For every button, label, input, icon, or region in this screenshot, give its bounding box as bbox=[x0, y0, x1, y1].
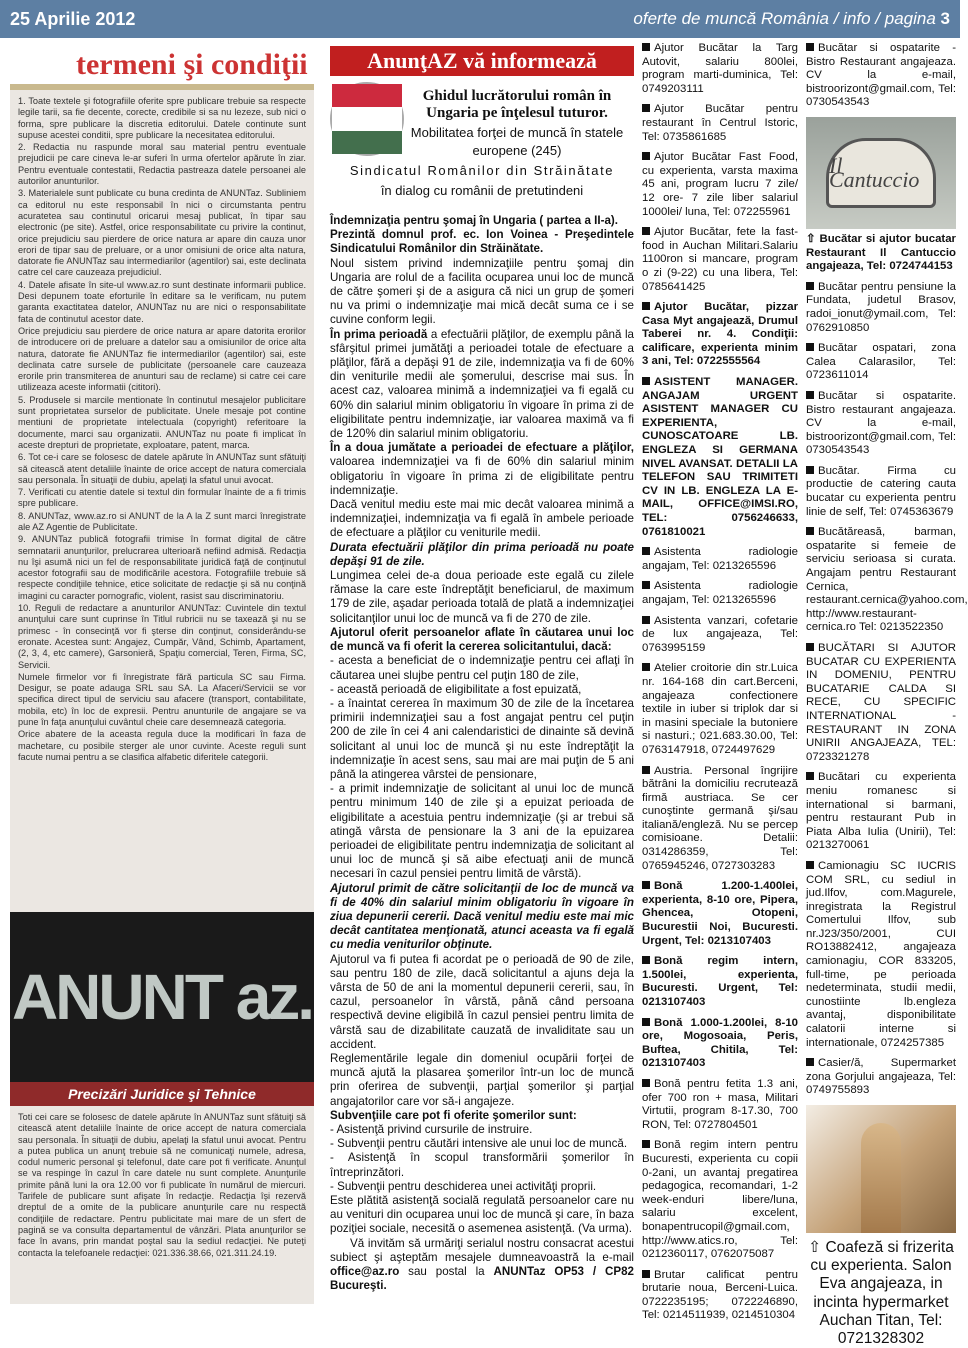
terms-paragraph: 3. Materialele sunt publicate cu buna credinta de ANUNTaz. Subliniem ca editorul nu este responsabil în nici o circumstanta pentru acuratetea sau continutul oricarui mesaj publicat, în tipar sau electronic (pe site). Astfel, orice responsabilitate cu privire la continut, orice prejudiciu sau pierdere de orice natura ar apare din cauza unor erori de tipar sau de preluare, or a unor omisiuni de orice alta natura, datorate fie ANUNTaz sau intermediarilor (agentilor) sai, este declinata catre cel care cauzeaza prejudiciul. bbox=[18, 188, 306, 278]
terms-paragraph: 8. ANUNTaz, www.az.ro si ANUNT de la A la Z sunt marci înregistrate ale AZ Agentie de Publicitate. bbox=[18, 510, 306, 532]
ad-text: Asistenta radiologie angajam, Tel: 0213265596 bbox=[642, 546, 798, 572]
classified-list bbox=[806, 280, 968, 1098]
bullet-square-icon bbox=[806, 1058, 814, 1066]
bullet-square-icon bbox=[806, 391, 814, 399]
paragraph bbox=[330, 328, 634, 442]
bullet-square-icon bbox=[806, 43, 814, 51]
classified-ad bbox=[806, 1057, 956, 1098]
bullet-square-icon bbox=[642, 1079, 650, 1087]
invite-text: Vă invităm să urmăriţi serialul nostru consacrat acestui subiect şi aşteptăm mesajele dumneavoastră la e-mail bbox=[330, 1236, 634, 1264]
bullet-square-icon bbox=[642, 616, 650, 624]
classified-ad bbox=[642, 546, 798, 573]
ad-text: Camionagiu SC IUCRIS COM SRL, cu sediul in jud.Ilfov, com.Magurele, inregistrata la Registrul Comertului Ilfov, sub nr.J23/350/2001, CUI RO13882412, angajeaza camionagiu, COR 833205, full-time, pe perioada nedeterminata, studii medii, cunostiinte lb.engleza avantaj, disponibilitate calatorii interne si internationale, 0724257385 bbox=[806, 859, 956, 1049]
classified-ad bbox=[642, 301, 798, 369]
conditions-list bbox=[330, 654, 634, 881]
arrow-up-icon: ⇧ bbox=[808, 1239, 826, 1256]
article-presenter bbox=[330, 228, 634, 256]
bullet-square-icon bbox=[806, 282, 814, 290]
ad-text: Asistenta radiologie angajam, Tel: 0213265596 bbox=[642, 580, 798, 606]
subsidies-list bbox=[330, 1123, 634, 1194]
classified-ad bbox=[642, 955, 798, 1009]
bullet-square-icon bbox=[642, 377, 650, 385]
ad-text: Bucătar si ospatarite. Bistro restaurant angajeaza. CV la e-mail, bistroorizont@gmail.com, Tel: 0730543543 bbox=[806, 389, 956, 457]
issue-date: 25 Aprilie 2012 bbox=[10, 8, 136, 29]
ad-text: Ajutor Bucătar pentru restaurant în Centrul Istoric, Tel: 0735861685 bbox=[642, 103, 798, 143]
section-title-text: oferte de muncă România / info / pagina bbox=[633, 9, 941, 28]
bullet-square-icon bbox=[642, 766, 650, 774]
article-intro: Îndemnizaţia pentru şomaj în Ungaria ( partea a II-a). bbox=[330, 214, 618, 227]
ad-text: Bucătari cu experienta meniu romanesc si international si barmani, pentru restaurant Pub in Piata Alba Iulia (Unirii), Tel: 0213270061 bbox=[806, 771, 956, 852]
ad-text: Bonă 1.200-1.400lei, experienta, 8-10 ore, Pipera, Ghencea, Otopeni, Bucurestii Noi, Bucuresti. Urgent, Tel: 0213107403 bbox=[642, 880, 798, 947]
paragraph: Durata efectuării plăţilor din prima perioadă nu poate depăşi 91 de zile. bbox=[330, 540, 634, 568]
ad-text: Bonă regim intern, 1.500lei, experienta, Bucuresti. Urgent, Tel: 0213107403 bbox=[642, 955, 798, 1008]
classified-ad-featured bbox=[806, 233, 956, 274]
paragraph: Noul sistem privind indemnizaţiile pentru şomaj din Ungaria are rolul de a facilita ocuparea unui loc de muncă de către şomeri şi de a asigura că nici un grup de şomeri nu va primi o indemnizaţie mai mică decât suma ce i se cuvine conform legii. bbox=[330, 256, 634, 327]
ad-text: Austria. Personal îngrijire bătrâni la domiciliu recrutează firmă austriaca. Se cer cunoştinte germană şi/sau italiană/engleză. Nu se percep comisioane. Detalii: 0314286359, Tel: 0765945246, 0727303283 bbox=[642, 764, 798, 872]
bullet-square-icon bbox=[642, 881, 650, 889]
terms-paragraph: 9. ANUNTaz publică fotografii trimise în format digital de către semnatarii anunţurilor, prelucrarea ulterioară nefiind admisă. Redacţia nu îşi asumă nici un fel de responsabilitate juridică faţă de conţinutul acestor fotografii sau de modificările acestora. Fotografiile trebuie să respecte condiţiile tehnice, etice solicitate de redacţie şi să nu conţină imagini cu caracter pornografic, violent, rasist sau discriminatoriu. bbox=[18, 534, 306, 601]
presenter-text: Prezintă domnul prof. ec. Ion Voinea - Preşedintele Sindicatului Românilor din Străinătate. bbox=[330, 228, 634, 256]
bullet-square-icon bbox=[642, 1018, 650, 1026]
bullet-square-icon bbox=[642, 227, 650, 235]
classified-ad bbox=[642, 615, 798, 656]
legal-text: Toti cei care se folosesc de datele apărute în ANUNTaz sunt sfătuiţi să citească atent detaliile înainte de orice accept de natura comerciala sau personala. În situaţii de dubiu, apelaţi la sfatul unui avocat. Pentru a putea publica un anunţ trebuie să ne comunicaţi numele, adresa, codul numeric personal şi telefonul, date care pot fi verificate. Anunţul se va respinge în cazul în care datele nu sunt complete. Anunţurile primite până luni la ora 12.00 vor fi publicate în numărul de miercuri. Tarifele de publicare sunt afişate în redacţie. Redacţia îşi rezervă dreptul de a omite de la publicare anunţurile care nu respectă condiţiile de redactare. Pentru publicitate mai mare de un sfert de pagină se va consulta departamentul de vânzări. Plata anunţurilor se face în avans, prin mandat poştal sau la sediul redacţiei. Ne puteţi contacta la telefoanele redacţiei: 021.336.38.66, 021.311.24.19. bbox=[10, 1108, 314, 1304]
bullet-square-icon bbox=[806, 643, 814, 651]
ad-text: Casier/ă, Supermarket zona Gorjului angajeaza, Tel: 0749755893 bbox=[806, 1057, 956, 1097]
bullet-square-icon bbox=[642, 302, 650, 310]
bullet-square-icon bbox=[806, 772, 814, 780]
ad-text: Ajutor Bucătar, fete la fast-food in Auchan Militari.Salariu 1100ron si mancare, program o zi (9-22) cu una libera, Tel: 0785641425 bbox=[642, 226, 798, 293]
paragraph: Subvenţiile care pot fi oferite şomerilor sunt: bbox=[330, 1108, 577, 1122]
hungary-flag-icon bbox=[330, 82, 404, 156]
terms-title: termeni şi condiţii bbox=[10, 46, 314, 90]
page-number: 3 bbox=[940, 9, 950, 28]
article-body bbox=[330, 214, 634, 1293]
ad-text: Bonă regim intern pentru Bucuresti, experienta cu copii 0-2ani, un avantaj pregatirea pedagogica, recomandari, 1-2 week-enduri libere/luna, salariu excelent, bonapentrucopil@gmail.com, http://www.atics.ro, Tel: 0212360117, 0762075087 bbox=[642, 1139, 798, 1261]
list-item: - Asistenţă privind cursurile de instruire. bbox=[330, 1123, 533, 1136]
paragraph-lead: În prima perioadă bbox=[330, 327, 428, 341]
paragraph bbox=[330, 1237, 634, 1294]
list-item: - Asistenţă în scopul transformării şomerilor în întreprinzători. bbox=[330, 1151, 634, 1179]
classified-ad bbox=[642, 662, 798, 757]
ad-text: Bonă 1.000-1.200lei, 8-10 ore, Mogosoaia, Peris, Buftea, Chitila, Tel: 0213107403 bbox=[642, 1016, 798, 1070]
classified-ad bbox=[642, 103, 798, 144]
ad-text: Bonă pentru fetita 1.3 ani, ofer 700 ron + masa, Militari Virtutii, program 8-17.30, 700 RON, Tel: 0727804501 bbox=[642, 1077, 798, 1131]
classified-ad bbox=[642, 880, 798, 948]
page-header bbox=[0, 0, 960, 38]
list-item: - această perioadă de eligibilitate a fost epuizată, bbox=[330, 682, 582, 696]
article-column bbox=[330, 46, 634, 1304]
ad-text: BUCĂTARI SI AJUTOR BUCATAR CU EXPERIENTA IN DOMENIU, PENTRU BUCATARIE CALDA SI RECE, CU SPECIFIC INTERNATIONAL - RESTAURANT IN ZONA UNIRII ANGAJEAZA, TEL: 0723321278 bbox=[806, 642, 956, 763]
paragraph: Ajutorul va fi putea fi acordat pe o perioadă de 90 de zile, sau pentru 180 de zile, dacă solicitantul a ajuns deja la vârsta de 50 de ani la momentul depunerii cererii, sau, în cazul, persoanelor în vârstă, până când persoana respectivă devine eligibilă în cazul pensiei pentru limita de vârstă sau de dizabilitate cauzată de invaliditate sau un accident. bbox=[330, 952, 634, 1051]
classified-ad bbox=[806, 526, 968, 635]
paragraph-text: a efectuării plăţilor, de exemplu până la sfârşitul primei jumătăţi a perioadei totale de efectuare a plăţilor, fără a depăşi 91 de zile, indemnizaţia va fi de 60% din veniturile medii ale şomerului, descrise mai sus. În acest caz, valoarea minimă a indemnizaţiei va fi egală cu 60% din salariul minim obligatoriu în vigoare în prima zi de eligibilitate pentru indemnizaţie, iar valoarea maximă va fi de 120% din salariul minim obligatoriu. bbox=[330, 327, 635, 441]
classified-ad bbox=[642, 226, 798, 294]
classified-ad bbox=[806, 390, 956, 458]
paragraph: Ajutorul oferit persoanelor aflate în căutarea unui loc de muncă va fi oferit la cererea solicitantului, dacă: bbox=[330, 625, 634, 654]
list-item: - Subvenţii pentru căutări intensive ale unui loc de muncă. bbox=[330, 1137, 628, 1151]
terms-paragraph: Orice prejudiciu sau pierdere de orice natura ar apare datorita erorilor de introducere ori de preluare a datelor sau a omisiunilor de orice alta natura, datorate fie ANUNTaz fie intermediarilor (agentilor) sai, este declinata catre sursele de publicitate (persoanele care cauzeaza erorile prin transmiterea de anunturi sau de reclame) si catre cei care utilizeaza aceste informatii (cititori). bbox=[18, 325, 306, 393]
bullet-square-icon bbox=[642, 152, 650, 160]
arrow-up-icon: ⇧ bbox=[806, 232, 820, 245]
bullet-square-icon bbox=[642, 547, 650, 555]
classified-ad bbox=[642, 151, 798, 219]
classified-ad bbox=[642, 1078, 798, 1132]
anuntaz-logo: ANUNT az. bbox=[11, 961, 313, 1033]
ad-text: Bucătar. Firma cu productie de catering cauta bucatar cu experienta pentru linie de self, Tel: 0745363679 bbox=[806, 464, 956, 518]
paragraph: Lungimea celei de-a doua perioade este egală cu zilele rămase la care este îndreptăţit beneficiarul, de maximum 179 de zile, aşadar perioada totală de plată a indemnizaţiei solicitanţilor unui loc de muncă va fi de 270 de zile. bbox=[330, 569, 634, 625]
ad-text: Bucătar pentru pensiune la Fundata, judetul Brasov, radoi_ionut@ymail.com, Tel: 0762910850 bbox=[806, 280, 956, 334]
classified-ad bbox=[642, 42, 798, 96]
classified-ad bbox=[806, 42, 956, 110]
hairdresser-ad bbox=[806, 1239, 956, 1348]
classified-ad bbox=[806, 465, 956, 519]
classified-ad bbox=[642, 580, 798, 607]
terms-column bbox=[10, 46, 314, 1304]
bullet-square-icon bbox=[642, 1140, 650, 1148]
ad-text: Asistenta vanzari, cofetarie de lux angajeaza, Tel: 0763995159 bbox=[642, 614, 798, 654]
ad-text: Bucătar si ospatarite - Bistro Restaurant angajeaza. CV la e-mail, bistroorizont@gmail.com, Tel: 0730543543 bbox=[806, 42, 956, 109]
terms-paragraph: 1. Toate textele şi fotografiile oferite spre publicare trebuie sa respecte legile tarii, sa fie decente, corecte, credibile si sa nu lezeze, sub nici o forma, spre publicare la discretia editorului. Datele continute sunt supuse acestei conditii, spre publicare la necesitatea editorului. bbox=[18, 96, 306, 140]
postal-address: ANUNTaz OP53 / CP82 Bucureşti. bbox=[330, 1265, 634, 1293]
terms-text bbox=[10, 90, 314, 770]
classifieds-column-1 bbox=[642, 42, 798, 1322]
terms-paragraph: 4. Datele afisate în site-ul www.az.ro sunt destinate informarii publice. Desi depunem toate eforturile în editare sa le verificam, nu putem garanta exactitatea datelor, ANUNTaz nu are nici o responsabilitate fata de continutul acestor date. bbox=[18, 279, 306, 324]
classified-ad bbox=[642, 1269, 798, 1323]
section-title bbox=[633, 9, 950, 29]
bullet-square-icon bbox=[642, 1270, 650, 1278]
bullet-square-icon bbox=[806, 343, 814, 351]
paragraph: Reglementările legale din domeniul ocupării forţei de muncă ajută la plasarea şomerilor într-un loc de muncă prin oferirea de subvenţii, parţial şomerilor şi parţial angajatorilor care vor să-i angajeze. bbox=[330, 1051, 634, 1108]
ad-text: Bucătar ospatari, zona Calea Calarasilor, Tel: 0723611014 bbox=[806, 342, 956, 382]
cantuccio-sign: Il Cantuccio bbox=[826, 138, 936, 208]
ad-text: Atelier croitorie din str.Luica nr. 164-168 din cart.Berceni, angajeaza confectionere textile in iuber si triplok dar si in masini speciale la butoniere si nasturi.; 021.683.30.00, Tel: 0763147918, 0724497629 bbox=[642, 662, 798, 756]
classifieds-column-2 bbox=[806, 42, 968, 1348]
bullet-square-icon bbox=[806, 861, 814, 869]
subtitle-mobility: Mobilitatea forţei de muncă în statele europene (245) bbox=[410, 125, 624, 158]
classified-ad bbox=[642, 376, 798, 539]
terms-paragraph: 10. Reguli de redactare a anunturilor ANUNTaz: Cuvintele din textul anunţului care sunt cuprinse în Titlul rubricii nu se taxează şi nu se primesc - în consecinţă vor fi şterse din conţinut, considerându-se eronate. Acestea sunt: Angajez, Cumpăr, Vând, Schimb, Apartament, (2, 3, 4, etc camere), Garsonieră, Spaţiu comercial, Teren, Firma, SC, Servicii. bbox=[18, 603, 306, 670]
classified-ad bbox=[806, 281, 956, 335]
ad-text: Ajutor Bucătar la Targ Autovit, salariu 800lei, program marti-duminica, Tel: 0749203111 bbox=[642, 42, 798, 95]
subtitle-dialog: în dialog cu românii de pretutindeni bbox=[380, 183, 584, 198]
paragraph-text: valoarea indemnizaţiei va fi de 60% din salariul minim obligatoriu în vigoare în prima zi de eligibilitate pentru indemnizaţie. bbox=[330, 455, 634, 497]
anuntaz-ad bbox=[10, 912, 314, 1082]
hair-icon bbox=[861, 1123, 901, 1233]
classified-ad bbox=[806, 642, 956, 764]
paragraph: Este plătită asistenţă socială regulată persoanelor care nu au venituri din ocuparea unui loc de muncă şi care, în baza poziţiei sociale, necesită o asemenea asistenţă. (Va urma). bbox=[330, 1194, 634, 1236]
classified-ad bbox=[806, 342, 956, 383]
ad-text: Brutar calificat pentru brutarie noua, Berceni-Luica. 0722235195; 0722246890, Tel: 0214511939, 0214510304 bbox=[642, 1268, 798, 1322]
contact-email[interactable]: office@az.ro bbox=[330, 1265, 400, 1279]
classified-ad bbox=[642, 1017, 798, 1071]
subtitle-union: Sindicatul Românilor din Străinătate bbox=[349, 163, 615, 178]
classified-ad bbox=[642, 1139, 798, 1261]
paragraph bbox=[330, 441, 634, 498]
terms-paragraph: Orice abatere de la aceasta regula duce la modificari în faza de machetare, cu posibile sterger ale unor cuvinte. Aceste reguli sunt facute numai pentru a se clasifica alfabetic diferitele categorii. bbox=[18, 729, 306, 762]
list-item: - acesta a beneficiat de o indemnizaţie pentru cei aflaţi în căutarea unei slujbe pentru cel puţin 180 de zile, bbox=[330, 654, 634, 682]
ad-text: ASISTENT MANAGER. ANGAJAM URGENT ASISTENT MANAGER CU EXPERIENTA, CUNOSCATOARE LB. ENGLEZA SI GERMANA NIVEL AVANSAT. DETALII LA TELEFON SAU TRIMITETI CV IN LB. ENGLEZA LA E-MAIL, OFFICE@IMSI.RO, TEL: 0756246633, 0761810021 bbox=[642, 376, 798, 538]
bullet-square-icon bbox=[642, 104, 650, 112]
bullet-square-icon bbox=[642, 956, 650, 964]
paragraph: Dacă venitul mediu este mai mic decât valoarea minimă a indemnizaţiei, indemnizaţia va fi egală în ambele perioade de efectuare a plăţilor cu veniturile medii. bbox=[330, 498, 634, 540]
ad-text: Bucătăreasă, barman, ospatarite si femeie de serviciu serioasa si curata. Angajam pentru Restaurant Cernica, restaurant.cernica@yahoo.com, http://www.restaurant-cernica.ro Tel: 0213522350 bbox=[806, 526, 968, 634]
bullet-square-icon bbox=[806, 466, 814, 474]
terms-paragraph: Numele firmelor vor fi înregistrate fără particula SC sau Firma. Desigur, se poate adauga SRL sau SA. La Afaceri/Servicii se vor specifica direct tipul de serviciu sau afacere (transport, contabilitate, mobila, etc) în loc de expresii. Pentru anunturile de angajare se va pune în faţa anunţului cuvântul cheie care desemnează categoria. bbox=[18, 671, 306, 728]
classified-ad bbox=[642, 765, 798, 874]
terms-paragraph: 5. Produsele si marcile mentionate în continutul mesajelor publicitare sunt proprietatea surselor de publicitate. Unele mesaje pot contine mentiuni de proprietate intelectuala (copyright) referitoare la documente, marci sau organizatii. ANUNTaz nu poate fi implicat în aceste drepturi de proprietate, exploatare, patent, marca. bbox=[18, 394, 306, 450]
list-item: - Subvenţii pentru deschiderea unei activităţi proprii. bbox=[330, 1179, 597, 1193]
list-item: - a primit indemnizaţie de solicitant al unui loc de muncă pentru minimum 140 de zile şi a epuizat perioada de eligibilitate a acestuia pentru indemnizaţie (şi ar trebui să atingă vârsta de pensionare la 3 ani de la epuizarea perioadei de eligibilitate pentru indemnizaţia de solicitant al unui loc de muncă şi să aibe efectuaţi anii de muncă necesari în cazul pensiei pentru limită de vârstă). bbox=[330, 782, 634, 881]
legal-title: Precizări Juridice şi Tehnice bbox=[10, 1082, 314, 1106]
article-banner: AnunţAZ vă informează bbox=[330, 46, 634, 76]
paragraph-lead: În a doua jumătate a perioadei de efectuare a plăţilor, bbox=[330, 441, 634, 455]
bullet-square-icon bbox=[642, 581, 650, 589]
classified-ad bbox=[806, 771, 956, 853]
ad-text: Coafeză si frizerita cu experienta. Salon Eva angajeaza, in incinta hypermarket Auchan Titan, Tel: 0721328302 bbox=[810, 1239, 954, 1348]
paragraph: Ajutorul primit de către solicitanţii de loc de muncă va fi de 40% din salariul minim obligatoriu în vigoare în ziua depunerii cererii. Dacă venitul mediu este mai mic decât cantitatea menţionată, atunci aceasta va fi egală cu media veniturilor obţinute. bbox=[330, 881, 634, 952]
terms-paragraph: 2. Redactia nu raspunde moral sau material pentru eventuale prejudicii pe care cineva le-ar suferi în urma ofertelor apărute în ziar. Pentru eventuale contestatii, Redactia pastreaza datele persoanei ale autorilor anunturilor. bbox=[18, 142, 306, 187]
terms-paragraph: 6. Tot ce-i care se folosesc de datele apărute în ANUNTaz sunt sfătuiţi să citească atent detaliile înainte de orice accept de natura comerciala sau personala. În situaţii de dubiu, apelaţi la sfatul unui avocat. bbox=[18, 452, 306, 485]
ad-text: Bucătar si ajutor bucatar Restaurant Il Cantuccio angajeaza, Tel: 0724744153 bbox=[806, 232, 956, 273]
invite-text: sau postal la bbox=[399, 1265, 494, 1279]
bullet-square-icon bbox=[642, 43, 650, 51]
classified-ad bbox=[806, 860, 956, 1050]
bullet-square-icon bbox=[642, 663, 650, 671]
ad-text: Ajutor Bucătar Fast Food, cu experienta, varsta maxima 45 ani, program lucru 7 zile/ 12 ore- 7 zile liber salariul 1000lei/ luna, Tel: 072255961 bbox=[642, 151, 798, 218]
restaurant-sign-photo bbox=[806, 117, 956, 229]
terms-paragraph: 7. Verificati cu atentie datele si textul din formular înainte de a fi trimis spre publicare. bbox=[18, 487, 306, 509]
guide-title: Ghidul lucrătorului român în Ungaria pe înţelesul tuturor. bbox=[422, 88, 612, 121]
bullet-square-icon bbox=[806, 527, 814, 535]
ad-text: Ajutor Bucătar, pizzar Casa Myt angajează, Drumul Taberei nr. 4. Condiţii: calificare, experienta minim 3 ani, Tel: 0722555564 bbox=[642, 301, 798, 368]
list-item: - a înaintat cererea în maximum 30 de zile de la încetarea primirii indemnizaţiei sau a fost angajat pentru cel puţin 200 de zile în cei 4 ani calendaristici de dinainte să devină solicitant al unui loc de muncă şi nu este îndreptăţit la indemnizaţie în acest sens, sau mai are mai puţin de 5 ani până la atingerea vârstei de pensionare, bbox=[330, 696, 634, 781]
hairdresser-photo bbox=[806, 1105, 956, 1233]
